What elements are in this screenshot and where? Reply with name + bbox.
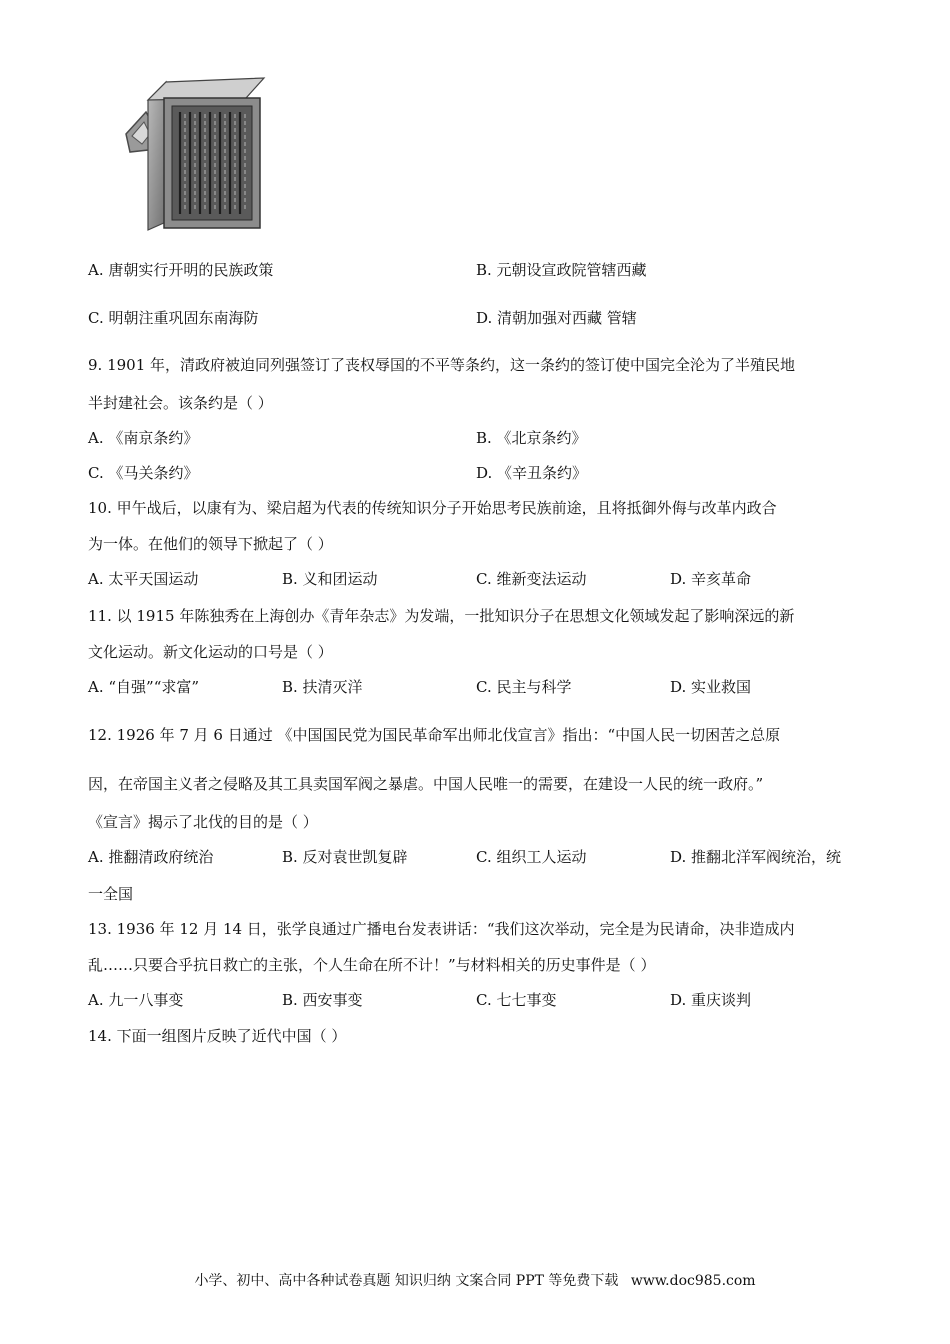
q10-option-b: B. 义和团运动 — [282, 570, 378, 588]
q12-option-c: C. 组织工人运动 — [476, 848, 587, 866]
q8-option-d: D. 清朝加强对西藏 管辖 — [476, 309, 637, 327]
q11-option-d: D. 实业救国 — [670, 678, 752, 696]
q14-stem-line1: 14. 下面一组图片反映了近代中国（ ） — [88, 1027, 347, 1045]
q11-option-c: C. 民主与科学 — [476, 678, 572, 696]
q9-stem-line1: 9. 1901 年，清政府被迫同列强签订了丧权辱国的不平等条约，这一条约的签订使中国完全沦为了半殖民地 — [88, 356, 796, 374]
q12-option-b: B. 反对袁世凯复辟 — [282, 848, 408, 866]
q9-option-d: D. 《辛丑条约》 — [476, 464, 588, 482]
q12-option-d-continued: 一全国 — [88, 885, 134, 903]
q13-option-c: C. 七七事变 — [476, 991, 557, 1009]
q13-stem-line1: 13. 1936 年 12 月 14 日，张学良通过广播电台发表讲话：“我们这次举动，完全是为民请命，决非造成内 — [88, 920, 795, 938]
q11-option-a: A. “自强”“求富” — [88, 678, 200, 696]
q10-option-c: C. 维新变法运动 — [476, 570, 587, 588]
q11-stem-line1: 11. 以 1915 年陈独秀在上海创办《青年杂志》为发端，一批知识分子在思想文化领域发起了影响深远的新 — [88, 607, 795, 625]
q9-option-c: C. 《马关条约》 — [88, 464, 199, 482]
q13-option-d: D. 重庆谈判 — [670, 991, 752, 1009]
q12-option-d: D. 推翻北洋军阀统治，统 — [670, 848, 842, 866]
q12-option-a: A. 推翻清政府统治 — [88, 848, 214, 866]
q12-stem-line2: 因，在帝国主义者之侵略及其工具卖国军阀之暴虐。中国人民唯一的需要，在建设一人民的统一政府。” — [88, 775, 764, 793]
q13-stem-line2: 乱……只要合乎抗日救亡的主张，个人生命在所不计！”与材料相关的历史事件是（ ） — [88, 956, 656, 974]
q10-stem-line1: 10. 甲午战后，以康有为、梁启超为代表的传统知识分子开始思考民族前途，且将抵御外侮与改革内政合 — [88, 499, 777, 517]
q13-option-a: A. 九一八事变 — [88, 991, 184, 1009]
q12-stem-line3: 《宣言》揭示了北伐的目的是（ ） — [88, 813, 318, 831]
q9-stem-line2: 半封建社会。该条约是（ ） — [88, 394, 273, 412]
q10-option-a: A. 太平天国运动 — [88, 570, 199, 588]
q12-stem-line1: 12. 1926 年 7 月 6 日通过 《中国国民党为国民革命军出师北伐宣言》指出：“中国人民一切困苦之总原 — [88, 726, 781, 744]
q11-stem-line2: 文化运动。新文化运动的口号是（ ） — [88, 643, 333, 661]
q8-option-b: B. 元朝设宣政院管辖西藏 — [476, 261, 647, 279]
footer-link[interactable]: www.doc985.com — [630, 1273, 756, 1289]
footer-text: 小学、初中、高中各种试卷真题 知识归纳 文案合同 PPT 等免费下载 — [194, 1273, 619, 1289]
q10-option-d: D. 辛亥革命 — [670, 570, 752, 588]
q11-option-b: B. 扶清灭洋 — [282, 678, 363, 696]
q9-option-b: B. 《北京条约》 — [476, 429, 587, 447]
q8-option-a: A. 唐朝实行开明的民族政策 — [88, 261, 274, 279]
q10-stem-line2: 为一体。在他们的领导下掀起了（ ） — [88, 535, 333, 553]
q13-option-b: B. 西安事变 — [282, 991, 363, 1009]
q9-option-a: A. 《南京条约》 — [88, 429, 199, 447]
q8-option-c: C. 明朝注重巩固东南海防 — [88, 309, 259, 327]
page-footer — [0, 1270, 950, 1290]
tibetan-seal-image — [118, 72, 268, 232]
